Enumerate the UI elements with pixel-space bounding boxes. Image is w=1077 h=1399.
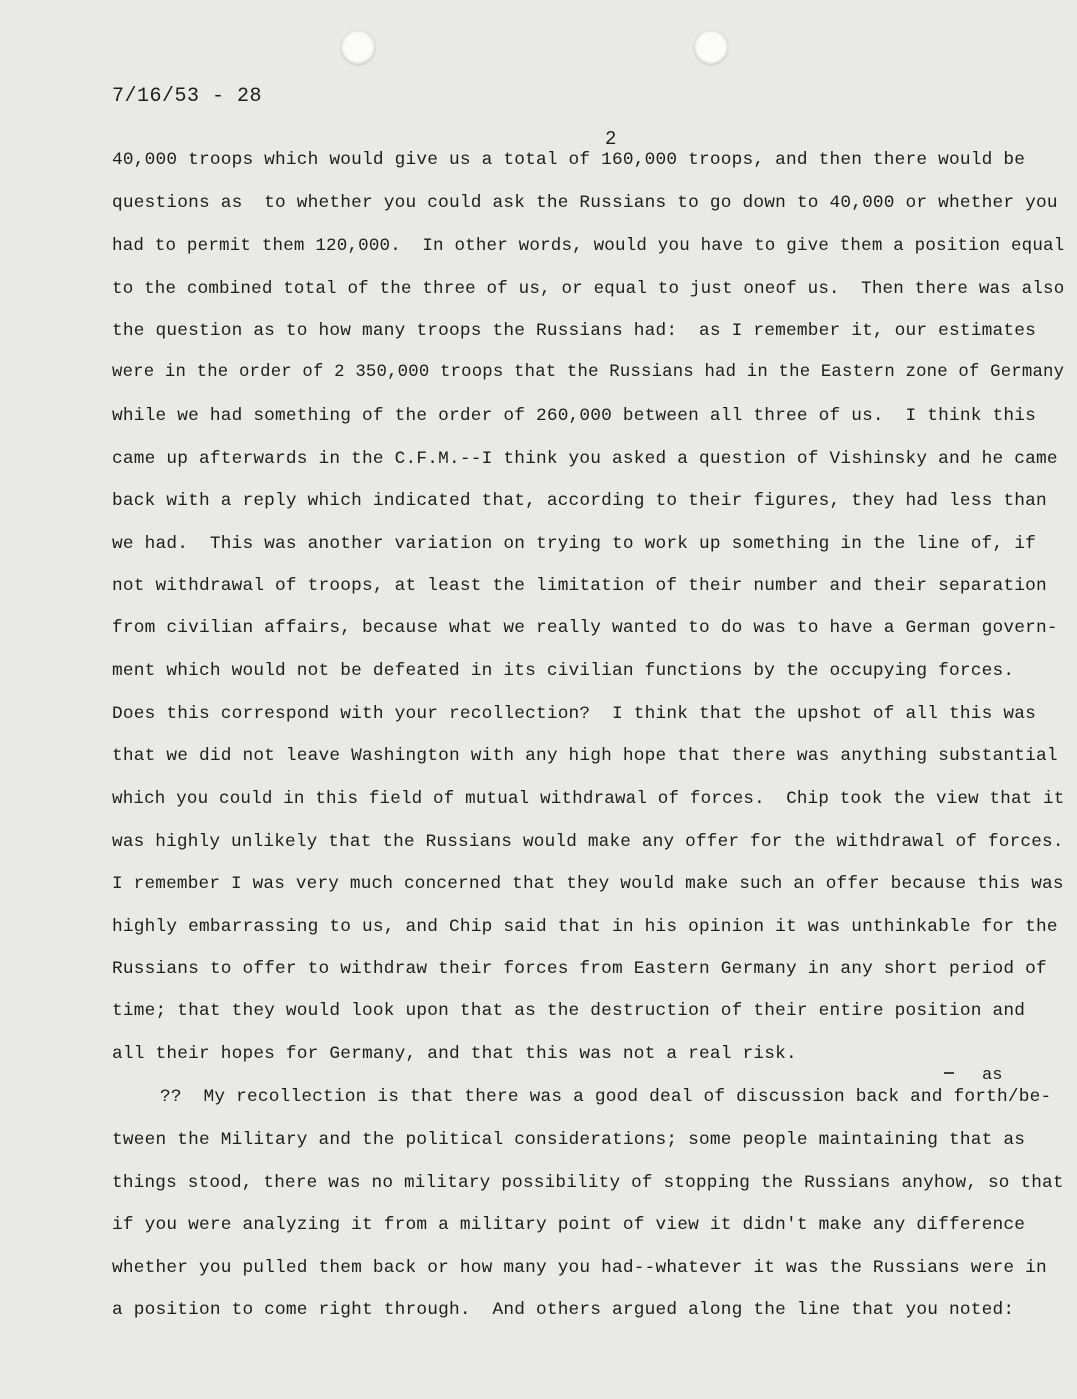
- text-line: we had. This was another variation on trying to work up something in the line of, if: [112, 534, 1036, 554]
- text-line: was highly unlikely that the Russians would make any offer for the withdrawal of forces.: [112, 832, 1064, 852]
- document-code: 7/16/53 - 28: [112, 85, 263, 108]
- text-line: back with a reply which indicated that, according to their figures, they had less than: [112, 491, 1047, 511]
- text-line: highly embarrassing to us, and Chip said that in his opinion it was unthinkable for the: [112, 917, 1058, 937]
- text-line: the question as to how many troops the Russians had: as I remember it, our estimates: [112, 321, 1036, 341]
- text-line: had to permit them 120,000. In other words, would you have to give them a position equal: [112, 236, 1065, 256]
- page-number: 2: [605, 128, 617, 150]
- text-line: ment which would not be defeated in its civilian functions by the occupying forces.: [112, 661, 1015, 681]
- text-line: I remember I was very much concerned that they would make such an offer because this was: [112, 874, 1064, 894]
- text-line: questions as to whether you could ask the Russians to go down to 40,000 or whether you: [112, 193, 1058, 213]
- punch-hole-left: [341, 30, 375, 64]
- text-line: ?? My recollection is that there was a good deal of discussion back and forth/be-: [160, 1087, 1052, 1107]
- insertion-caret: [944, 1072, 954, 1074]
- text-line: 40,000 troops which would give us a total of 160,000 troops, and then there would be: [112, 150, 1026, 170]
- text-line: were in the order of 2 350,000 troops that the Russians had in the Eastern zone of Germany: [112, 363, 1065, 382]
- handwritten-insertion: as: [982, 1066, 1003, 1085]
- text-line: to the combined total of the three of us, or equal to just oneof us. Then there was also: [112, 279, 1065, 299]
- text-line: things stood, there was no military possibility of stopping the Russians anyhow, so that: [112, 1173, 1064, 1193]
- text-line: Does this correspond with your recollection? I think that the upshot of all this was: [112, 704, 1036, 724]
- text-line: came up afterwards in the C.F.M.--I think you asked a question of Vishinsky and he came: [112, 449, 1058, 469]
- punch-hole-right: [694, 30, 728, 64]
- text-line: Russians to offer to withdraw their forces from Eastern Germany in any short period of: [112, 959, 1047, 979]
- text-line: a position to come right through. And others argued along the line that you noted:: [112, 1300, 1015, 1320]
- text-line: if you were analyzing it from a military point of view it didn't make any difference: [112, 1215, 1026, 1235]
- text-line: that we did not leave Washington with any high hope that there was anything substantial: [112, 746, 1058, 766]
- text-line: which you could in this field of mutual withdrawal of forces. Chip took the view that it: [112, 789, 1065, 809]
- text-line: while we had something of the order of 260,000 between all three of us. I think this: [112, 406, 1036, 426]
- text-line: from civilian affairs, because what we really wanted to do was to have a German govern-: [112, 618, 1058, 638]
- text-line: whether you pulled them back or how many you had--whatever it was the Russians were in: [112, 1258, 1047, 1278]
- text-line: time; that they would look upon that as the destruction of their entire position and: [112, 1001, 1026, 1021]
- text-line: not withdrawal of troops, at least the limitation of their number and their separation: [112, 576, 1047, 596]
- text-line: all their hopes for Germany, and that this was not a real risk.: [112, 1044, 797, 1064]
- text-line: tween the Military and the political considerations; some people maintaining that as: [112, 1130, 1026, 1150]
